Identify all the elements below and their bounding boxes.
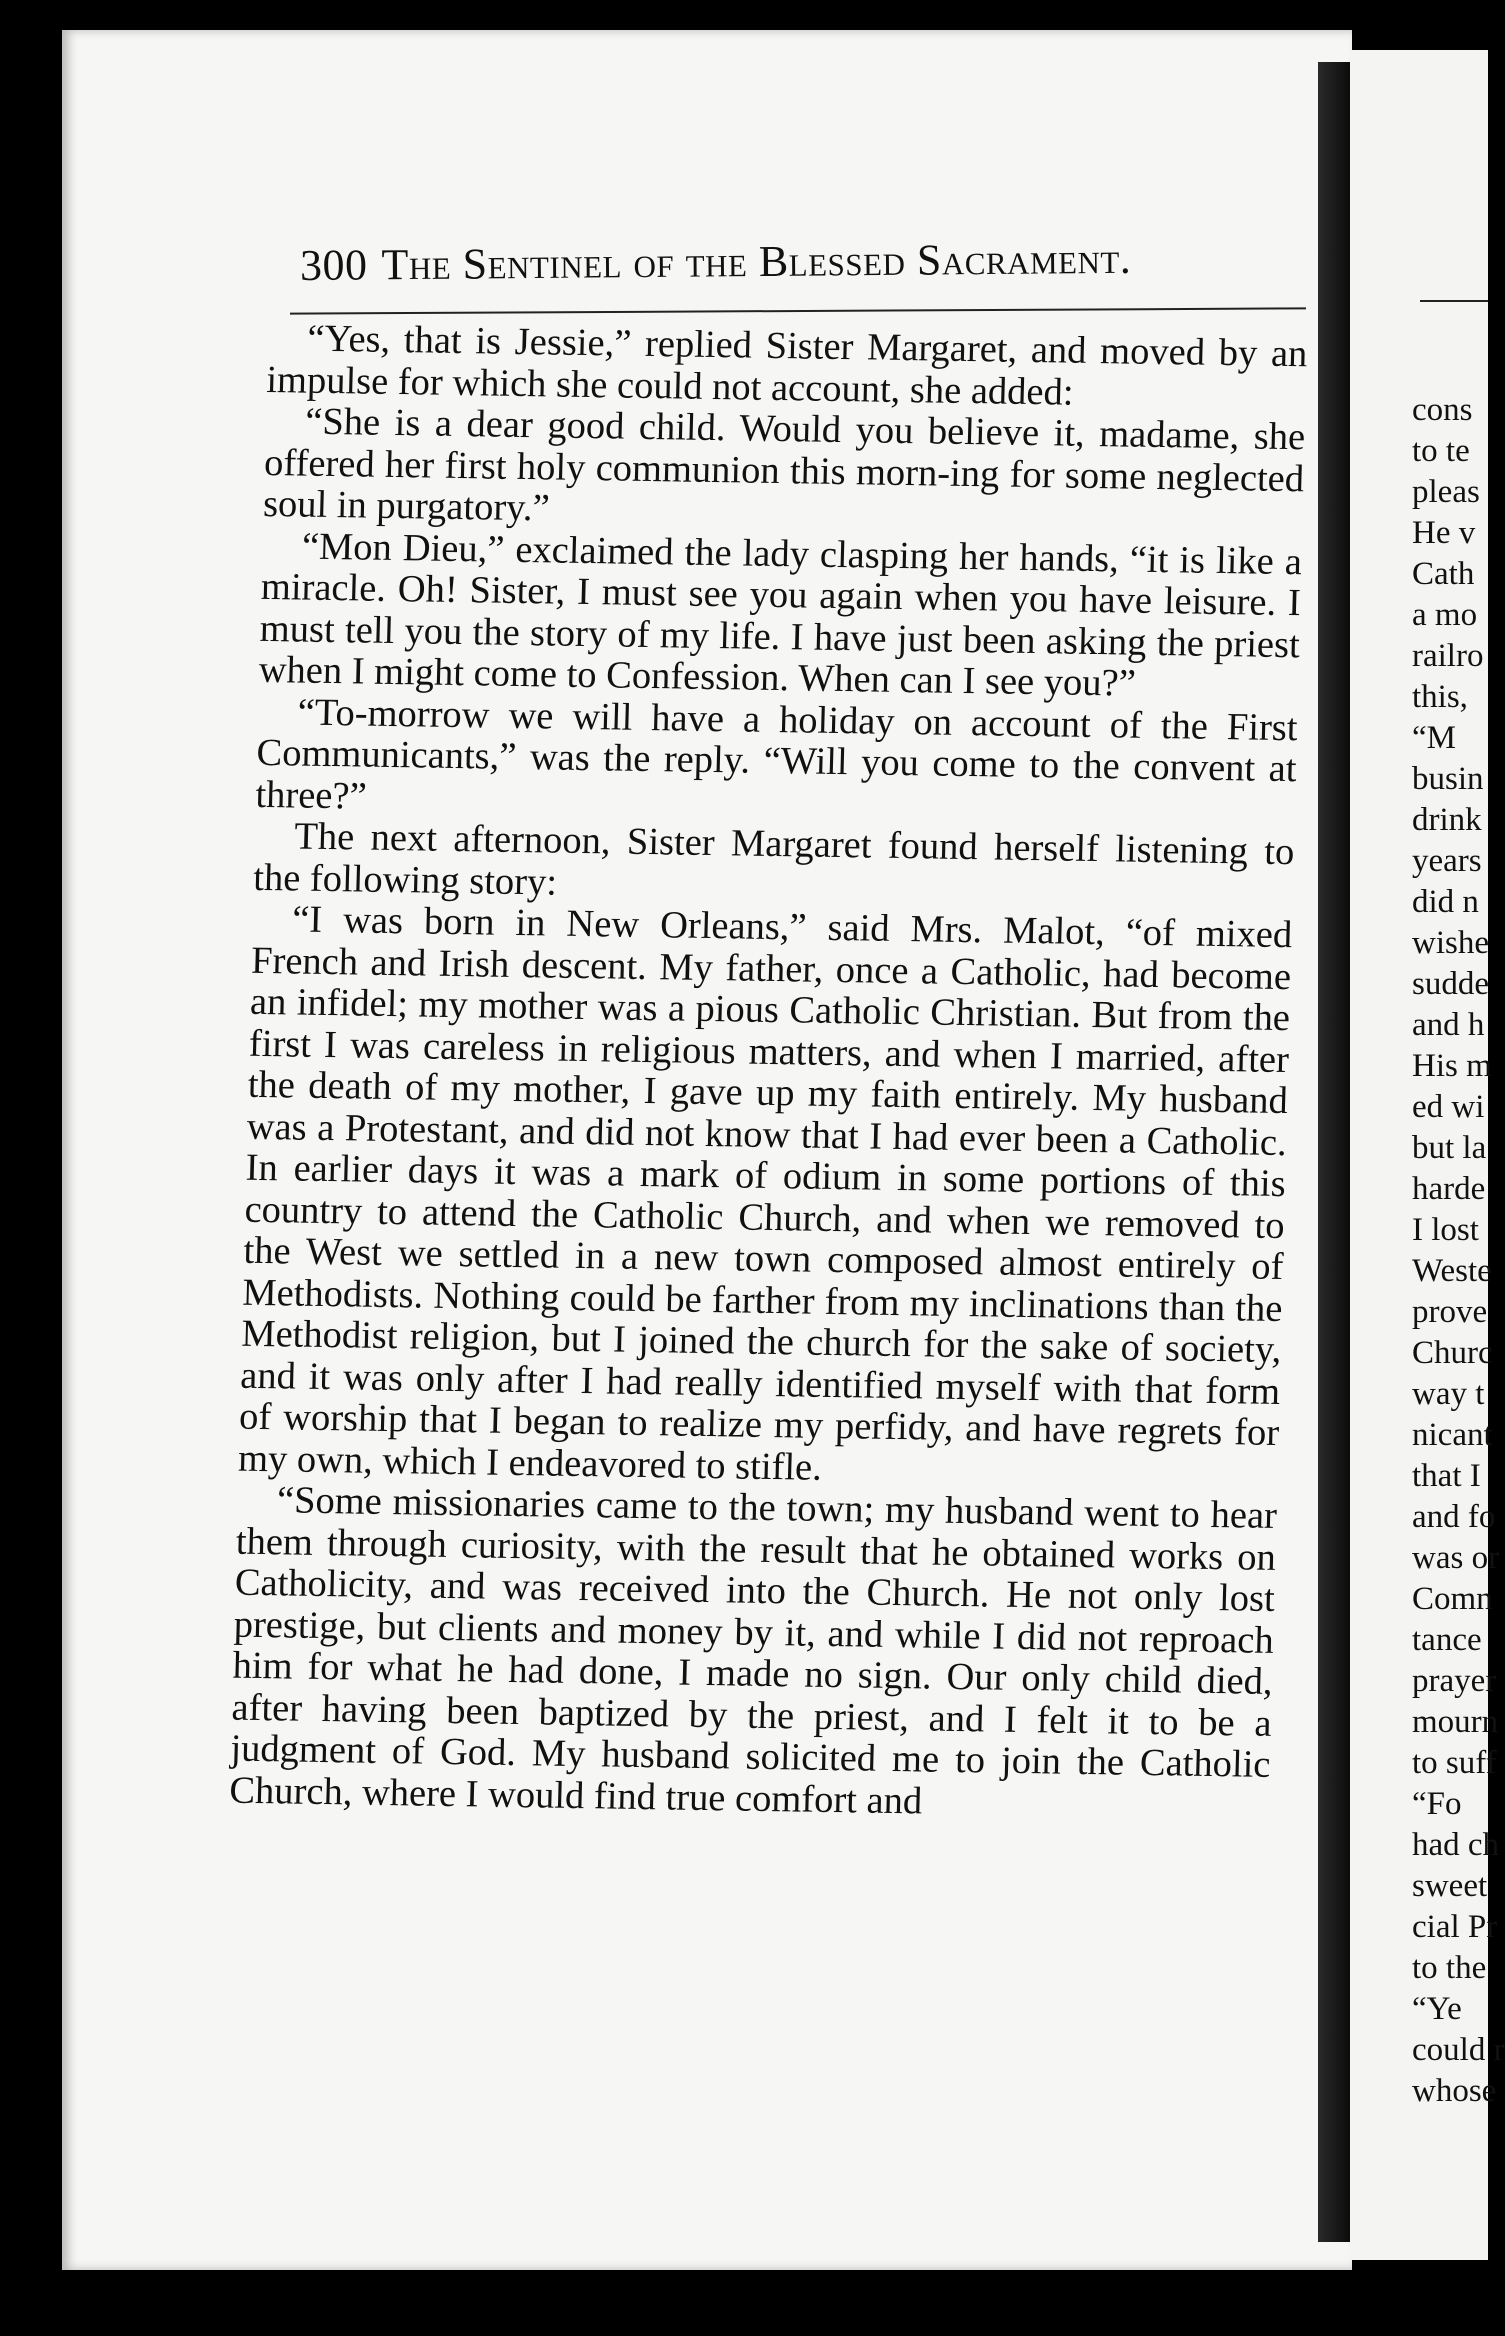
right-header-rule <box>1420 300 1488 302</box>
right-page-line: ed wi <box>1412 1089 1485 1125</box>
right-page-line: “Fo <box>1412 1786 1462 1822</box>
right-page-line: cial Pr <box>1412 1909 1498 1945</box>
right-page-line: prayer <box>1412 1663 1497 1699</box>
right-page-line: that I <box>1412 1458 1481 1494</box>
page-number: 300 <box>299 240 368 290</box>
right-page-line: harde <box>1412 1171 1486 1207</box>
paragraph: “Yes, that is Jessie,” replied Sister Margaret, and moved by an impulse for which she could not account, she added: <box>265 317 1308 414</box>
right-page-line: and h <box>1412 1007 1485 1043</box>
right-page-line: sweet <box>1412 1868 1488 1904</box>
right-page-line: could r <box>1412 2032 1505 2068</box>
right-page-line: had ch <box>1412 1827 1500 1863</box>
right-page-line: “Ye <box>1412 1991 1462 2027</box>
right-page-line: pleas <box>1412 474 1480 510</box>
right-page-line: Cath <box>1412 556 1475 592</box>
running-header <box>300 231 1307 304</box>
right-page-text <box>1412 390 1505 2112</box>
right-page-line: but la <box>1412 1130 1487 1166</box>
right-page-line: sudde <box>1412 966 1489 1002</box>
right-page-line: to the <box>1412 1950 1487 1986</box>
right-page-line: He v <box>1412 515 1476 551</box>
right-page-line: to suff <box>1412 1745 1497 1781</box>
right-page-line: prove <box>1412 1294 1488 1330</box>
right-page-line: His m <box>1412 1048 1492 1084</box>
paragraph: “I was born in New Orleans,” said Mrs. Malot, “of mixed French and Irish descent. My father, once a Catholic, had become an infidel; my mother was a pious Catholic Christian. But from the first I was careless in religious matters, and when I married, after the death of my mother, I gave up my faith entirely. My husband was a Protestant, and did not know that I had ever been a Catholic. In earlier days it was a mark of odium in some portions of this country to attend the Catholic Church, and when we removed to the West we settled in a new town composed almost entirely of Methodists. Nothing could be farther from my inclinations than the Methodist religion, but I joined the church for the sake of society, and it was only after I had really identified myself with that form of worship that I began to realize my perfidy, and have regrets for my own, which I endeavored to stifle. <box>237 898 1293 1489</box>
right-page-line: way t <box>1412 1376 1485 1412</box>
right-page-line: whose <box>1412 2073 1497 2109</box>
paragraph: “To-morrow we will have a holiday on account of the First Communicants,” was the reply. “Will you come to the convent at three?” <box>254 691 1299 818</box>
body-text <box>229 318 1308 1828</box>
right-page-line: nicant <box>1412 1417 1493 1453</box>
right-page-line: tance <box>1412 1622 1482 1658</box>
right-page-line: a mo <box>1412 597 1478 633</box>
right-page-line: wishe <box>1412 925 1489 961</box>
paragraph: “She is a dear good child. Would you believe it, madame, she offered her first holy communion this morn-ing for some neglected soul in purgatory.” <box>262 400 1306 530</box>
right-page-line: and fo <box>1412 1499 1496 1535</box>
right-page-line: Churc <box>1412 1335 1493 1371</box>
paragraph: “Mon Dieu,” exclaimed the lady clasping her hands, “it is like a miracle. Oh! Sister, I must see you again when you have leisure. I must tell you the story of my life. I have just been asking the priest when I might come to Confession. When can I see you?” <box>258 525 1303 705</box>
right-page-line: was or <box>1412 1540 1500 1576</box>
right-page-line: to te <box>1412 433 1470 469</box>
right-page-line: drink <box>1412 802 1482 838</box>
right-page-line: mourn <box>1412 1704 1499 1740</box>
paragraph: “Some missionaries came to the town; my husband went to hear them through curiosity, with the result that he obtained works on Catholicity, and was received into the Church. He not only lost prestige, but clients and money by it, and while I did not reproach him for what he had done, I made no sign. Our only child died, after having been baptized by the priest, and I felt it to be a judgment of God. My husband solicited me to join the Catholic Church, where I would find true comfort and <box>228 1479 1278 1822</box>
right-page-line: Weste <box>1412 1253 1492 1289</box>
right-page-line: did n <box>1412 884 1479 920</box>
right-page-line: cons <box>1412 392 1473 428</box>
right-page-line: “M <box>1412 720 1456 756</box>
right-page-line: Comn <box>1412 1581 1493 1617</box>
right-page-line: railro <box>1412 638 1484 674</box>
paragraph: The next afternoon, Sister Margaret found herself listening to the following story: <box>252 815 1295 904</box>
running-title: The Sentinel of the Blessed Sacrament. <box>381 233 1132 290</box>
right-page-line: this, <box>1412 679 1468 715</box>
right-page-line: busin <box>1412 761 1484 797</box>
right-page <box>1350 50 1505 2260</box>
right-page-line: I lost <box>1412 1212 1479 1248</box>
right-page-line: years <box>1412 843 1482 879</box>
